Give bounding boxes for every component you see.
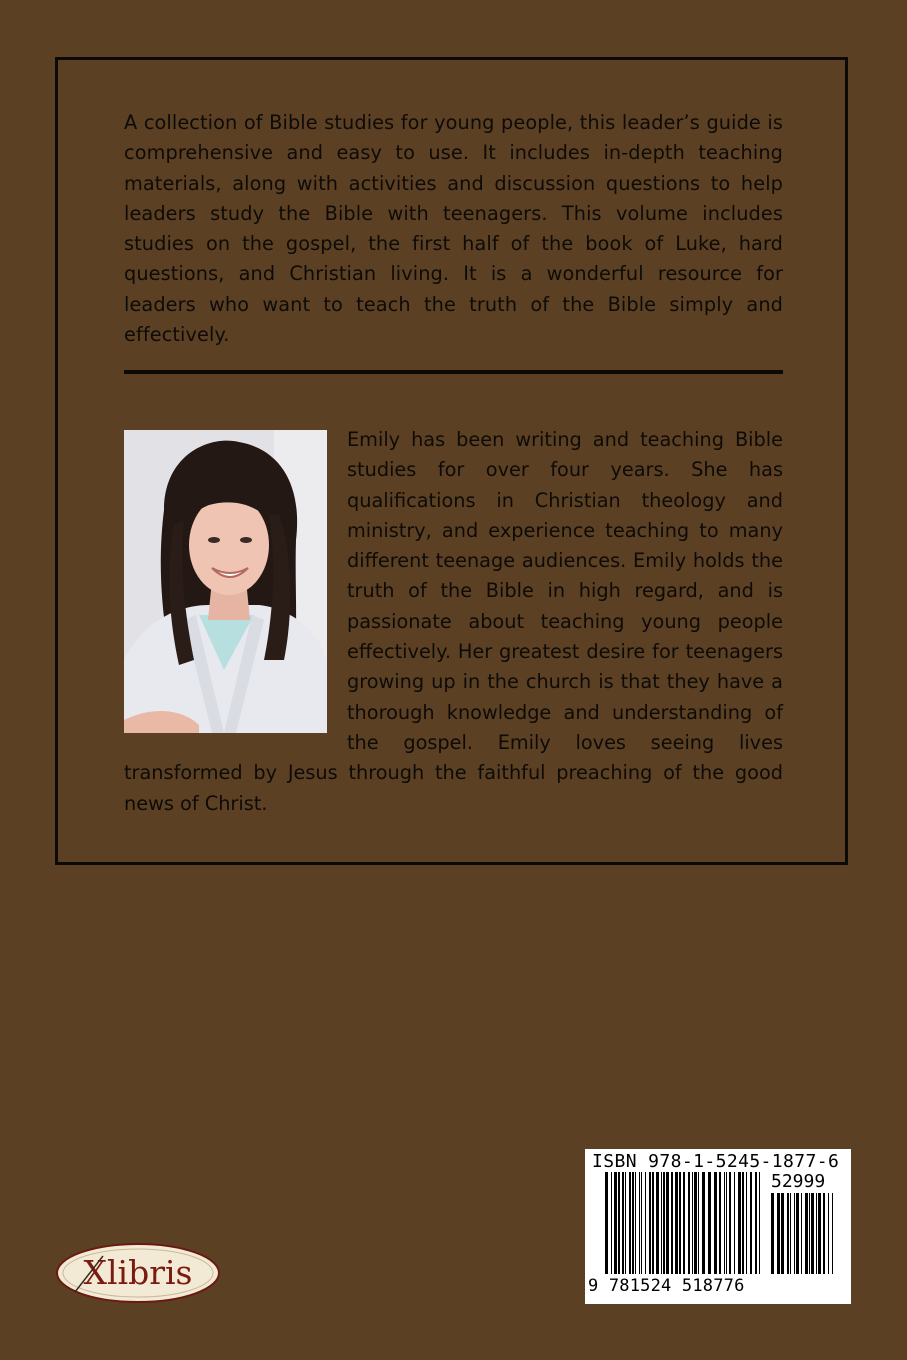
barcode-bar (742, 1172, 744, 1274)
barcode-bar (777, 1193, 780, 1274)
barcode-bar (661, 1172, 662, 1274)
barcode-bar (811, 1193, 814, 1274)
barcode-bar (794, 1193, 795, 1274)
barcode-bar (611, 1172, 612, 1274)
barcode-bar (818, 1193, 821, 1274)
divider-rule (124, 370, 783, 374)
barcode-bar (729, 1172, 731, 1274)
author-bio (124, 425, 783, 819)
barcode-bar (656, 1172, 659, 1274)
barcode-bar (781, 1193, 784, 1274)
barcode-bar (714, 1172, 717, 1274)
barcode-bar (738, 1172, 741, 1274)
barcode-bar (629, 1172, 631, 1274)
barcode-bar (614, 1172, 617, 1274)
barcode-bar (771, 1193, 774, 1274)
isbn-label: ISBN 978-1-5245-1877-6 (592, 1151, 840, 1172)
barcode-bar (746, 1172, 747, 1274)
barcode-bar (702, 1172, 705, 1274)
barcode-bar (675, 1172, 678, 1274)
barcode-bar (724, 1172, 725, 1274)
barcode-bar (828, 1193, 829, 1274)
barcode-bar (719, 1172, 721, 1274)
barcode-bar (625, 1172, 626, 1274)
author-bio-text: Emily has been writing and teaching Bible studies for over four years. She has qualifications in Christian theology and ministry, and experience teaching to many different teenage audiences. Emily holds the truth of the Bible in high regard, and is passionate about teaching young people effectively. Her greatest desire for teenagers growing up in the church is that they have a thorough knowledge and understanding of the gospel. Emily loves seeing lives transformed by Jesus through the faithful preaching of the good news of Christ. (124, 428, 783, 815)
barcode-bar (787, 1193, 789, 1274)
barcode-bar (635, 1172, 636, 1274)
barcode-bar (726, 1172, 727, 1274)
barcode-bar (759, 1172, 760, 1274)
author-photo (124, 430, 327, 733)
price-code: 52999 (771, 1171, 826, 1192)
barcode-bar (666, 1172, 669, 1274)
barcode-bar (809, 1193, 810, 1274)
barcode-bar (632, 1172, 634, 1274)
barcode-bar (641, 1172, 642, 1274)
barcode-digits: 9 781524 518776 (588, 1276, 745, 1296)
barcode-main-bars (605, 1172, 760, 1274)
barcode-bar (639, 1172, 640, 1274)
barcode-addon-bars (771, 1193, 833, 1274)
barcode-bar (755, 1172, 757, 1274)
xlibris-logo-text: Xlibris (83, 1253, 193, 1292)
barcode-bar (816, 1193, 817, 1274)
barcode-bar (694, 1172, 697, 1274)
barcode-bar (679, 1172, 681, 1274)
xlibris-logo[interactable] (55, 1242, 221, 1304)
barcode-bar (605, 1172, 608, 1274)
barcode-bar (801, 1193, 802, 1274)
barcode-bar (823, 1193, 825, 1274)
book-description: A collection of Bible studies for young people, this leader’s guide is comprehensive and easy to use. It includes in-depth teaching materials, along with activities and discussion questions to help leaders study the Bible with teenagers. This volume includes studies on the gospel, the first half of the book of Luke, hard questions, and Christian living. It is a wonderful resource for leaders who want to teach the truth of the Bible simply and effectively. (124, 111, 783, 347)
barcode-bar (622, 1172, 624, 1274)
barcode-bar (796, 1193, 799, 1274)
barcode-bar (618, 1172, 620, 1274)
barcode-bar (683, 1172, 685, 1274)
barcode-bar (708, 1172, 711, 1274)
barcode-bar (649, 1172, 651, 1274)
barcode-bar (805, 1193, 808, 1274)
barcode-bar (734, 1172, 735, 1274)
isbn-barcode (585, 1149, 851, 1304)
barcode-bar (832, 1193, 833, 1274)
barcode-bar (663, 1172, 665, 1274)
barcode-bar (790, 1193, 791, 1274)
barcode-bar (645, 1172, 646, 1274)
barcode-bar (692, 1172, 693, 1274)
barcode-bar (652, 1172, 654, 1274)
barcode-bar (688, 1172, 690, 1274)
barcode-bar (698, 1172, 699, 1274)
barcode-bar (750, 1172, 752, 1274)
barcode-bar (671, 1172, 673, 1274)
